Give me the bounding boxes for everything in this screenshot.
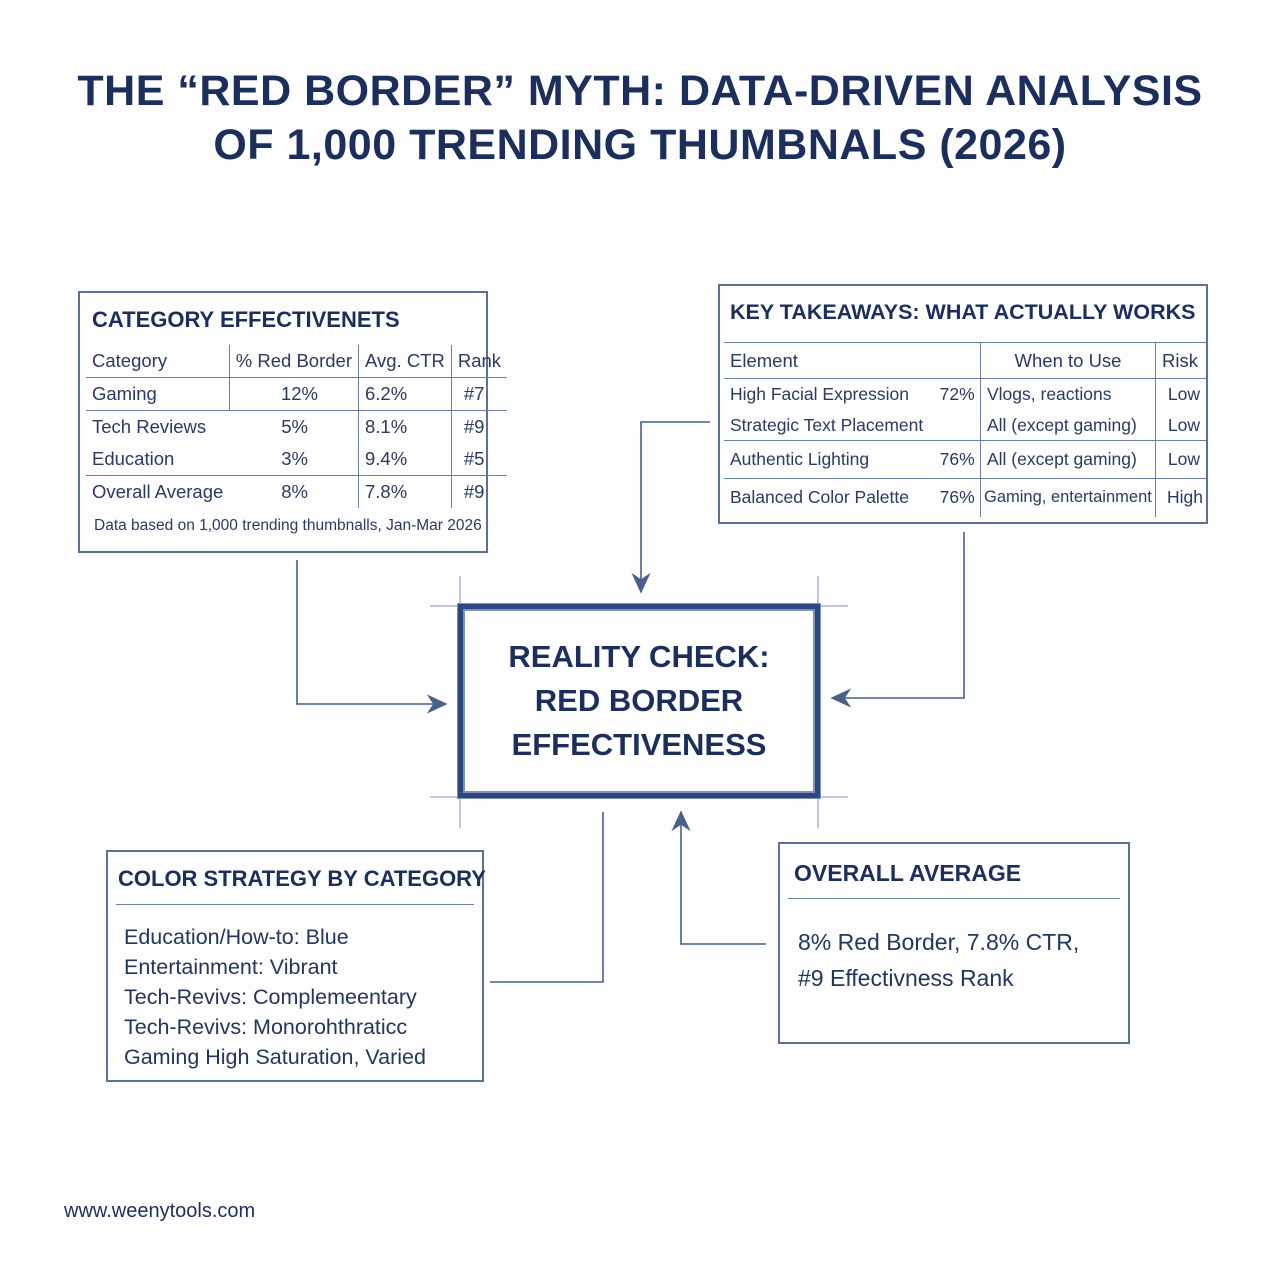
divider — [788, 898, 1120, 899]
list-item: Entertainment: Vibrant — [124, 955, 338, 979]
cell-element: High Facial Expression — [730, 384, 909, 405]
cell-red-border: 12% — [229, 378, 358, 411]
table-row — [86, 443, 507, 476]
cell-risk: Low — [1156, 441, 1207, 479]
cell-when: Gaming, entertainment — [981, 479, 1156, 517]
list-item: Gaming High Saturation, Varied — [124, 1045, 426, 1069]
list-item: Tech-Revivs: Complemeentary — [124, 985, 417, 1009]
header-red-border: % Red Border — [229, 345, 358, 378]
footer-url: www.weenytools.com — [64, 1200, 256, 1222]
cell-percent: 76% — [936, 479, 981, 517]
cell-rank: #7 — [451, 378, 507, 411]
reality-check-line2: RED BORDER — [534, 683, 744, 718]
overall-average-text — [798, 924, 1079, 996]
arrow-category-to-center — [297, 560, 446, 704]
divider — [116, 904, 474, 905]
cell-ctr: 7.8% — [359, 476, 452, 509]
table-row — [724, 379, 1206, 411]
cell-percent: 76% — [936, 441, 981, 479]
cell-risk: Low — [1156, 379, 1207, 411]
category-panel-title: CATEGORY EFFECTIVENETS — [92, 307, 400, 332]
cell-red-border: 8% — [229, 476, 358, 509]
cell-when: All (except gaming) — [981, 441, 1156, 479]
table-row — [86, 411, 507, 444]
category-table — [86, 345, 507, 508]
list-item: Education/How-to: Blue — [124, 925, 349, 949]
header-category: Category — [86, 345, 229, 378]
cell-ctr: 6.2% — [359, 378, 452, 411]
table-row — [86, 378, 507, 411]
key-takeaways-panel — [718, 284, 1208, 524]
overall-average-line2: #9 Effectivness Rank — [798, 965, 1014, 991]
overall-average-title: OVERALL AVERAGE — [794, 860, 1022, 886]
table-row — [724, 479, 1206, 517]
takeaways-table — [724, 342, 1206, 517]
arrow-takeaways-right-to-center — [832, 532, 964, 698]
cell-ctr: 9.4% — [359, 443, 452, 476]
color-strategy-title: COLOR STRATEGY BY CATEGORY — [118, 866, 486, 891]
cell-rank: #9 — [451, 411, 507, 444]
category-effectiveness-panel — [78, 291, 502, 553]
cell-red-border: 3% — [281, 448, 308, 469]
reality-check-line1: REALITY CHECK: — [508, 639, 770, 674]
cell-percent — [936, 411, 981, 441]
cell-risk: High — [1156, 479, 1207, 517]
table-row — [724, 441, 1206, 479]
cell-element: Strategic Text Placement — [730, 414, 924, 435]
cell-when: Vlogs, reactions — [981, 379, 1156, 411]
header-when-to-use: When to Use — [981, 343, 1156, 379]
table-row — [86, 476, 507, 509]
takeaways-panel-title: KEY TAKEAWAYS: WHAT ACTUALLY WORKS — [730, 300, 1196, 324]
cell-category: Education — [92, 448, 175, 469]
header-rank: Rank — [451, 345, 507, 378]
cell-rank: #9 — [451, 476, 507, 509]
page-title — [0, 64, 1280, 172]
cell-category: Overall Average — [86, 476, 229, 509]
line-center-to-color — [490, 812, 603, 982]
cell-percent: 72% — [939, 384, 975, 405]
cell-category: Tech Reviews — [86, 411, 229, 444]
cell-ctr: 8.1% — [359, 411, 452, 444]
table-header-row — [724, 343, 1206, 379]
cell-category: Gaming — [92, 383, 157, 404]
page-title-line2: OF 1,000 TRENDING THUMBNALS (2026) — [213, 121, 1067, 169]
reality-check-box — [458, 604, 820, 798]
header-avg-ctr: Avg. CTR — [359, 345, 452, 378]
cell-rank: #5 — [451, 443, 507, 476]
overall-average-panel — [778, 842, 1130, 1044]
color-strategy-panel — [106, 850, 484, 1082]
cell-element: Authentic Lighting — [724, 441, 936, 479]
header-element: Element — [724, 343, 981, 379]
cell-red-border: 5% — [229, 411, 358, 444]
header-risk: Risk — [1156, 343, 1207, 379]
color-strategy-list — [124, 922, 426, 1072]
reality-check-line3: EFFECTIVENESS — [511, 727, 767, 762]
table-header-row — [86, 345, 507, 378]
cell-risk: Low — [1156, 411, 1207, 441]
cell-when: All (except gaming) — [981, 411, 1156, 441]
table-row — [724, 411, 1206, 441]
overall-average-line1: 8% Red Border, 7.8% CTR, — [798, 929, 1080, 955]
arrow-overall-to-center — [681, 812, 766, 944]
list-item: Tech-Revivs: Monorohthraticc — [124, 1015, 408, 1039]
arrow-takeaways-to-center — [641, 422, 710, 592]
cell-element: Balanced Color Palette — [724, 479, 936, 517]
page-title-line1: THE “RED BORDER” MYTH: DATA-DRIVEN ANALYSIS — [77, 67, 1203, 115]
reality-check-text — [508, 635, 769, 767]
category-data-note: Data based on 1,000 trending thumbnalls, Jan-Mar 2026 — [94, 517, 482, 534]
